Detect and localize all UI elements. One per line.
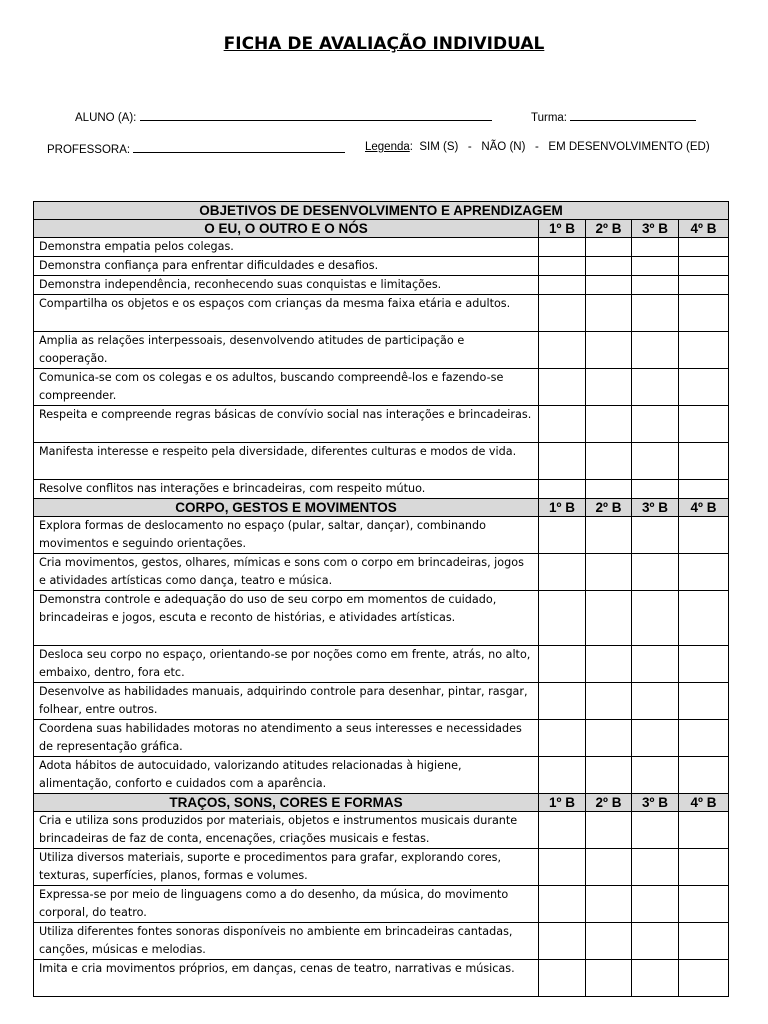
evaluation-cell[interactable] bbox=[679, 480, 729, 499]
evaluation-cell[interactable] bbox=[632, 332, 679, 369]
objective-text: Compartilha os objetos e os espaços com crianças da mesma faixa etária e adultos. bbox=[34, 295, 539, 332]
evaluation-cell[interactable] bbox=[679, 683, 729, 720]
section-title: TRAÇOS, SONS, CORES E FORMAS bbox=[34, 794, 539, 812]
evaluation-cell[interactable] bbox=[632, 443, 679, 480]
bimester-header: 3º B bbox=[632, 794, 679, 812]
objective-row bbox=[34, 480, 729, 499]
evaluation-cell[interactable] bbox=[679, 591, 729, 646]
evaluation-cell[interactable] bbox=[679, 257, 729, 276]
evaluation-cell[interactable] bbox=[586, 406, 632, 443]
evaluation-cell[interactable] bbox=[539, 406, 586, 443]
evaluation-cell[interactable] bbox=[586, 886, 632, 923]
evaluation-cell[interactable] bbox=[586, 923, 632, 960]
evaluation-cell[interactable] bbox=[539, 257, 586, 276]
evaluation-cell[interactable] bbox=[632, 960, 679, 997]
evaluation-cell[interactable] bbox=[586, 960, 632, 997]
objective-text: Demonstra confiança para enfrentar dificuldades e desafios. bbox=[34, 257, 539, 276]
objective-text: Adota hábitos de autocuidado, valorizando atitudes relacionadas à higiene, alimentação, conforto e cuidados com a aparência. bbox=[34, 757, 539, 794]
section-title: CORPO, GESTOS E MOVIMENTOS bbox=[34, 499, 539, 517]
evaluation-cell[interactable] bbox=[539, 960, 586, 997]
bimester-header: 3º B bbox=[632, 220, 679, 238]
evaluation-cell[interactable] bbox=[679, 554, 729, 591]
evaluation-cell[interactable] bbox=[679, 238, 729, 257]
objective-row bbox=[34, 683, 729, 720]
objective-text: Utiliza diversos materiais, suporte e procedimentos para grafar, explorando cores, texturas, superfícies, planos, formas e volumes. bbox=[34, 849, 539, 886]
objective-text: Explora formas de deslocamento no espaço (pular, saltar, dançar), combinando movimentos e seguindo orientações. bbox=[34, 517, 539, 554]
main-header-row bbox=[34, 202, 729, 220]
bimester-header: 4º B bbox=[679, 499, 729, 517]
evaluation-cell[interactable] bbox=[539, 720, 586, 757]
evaluation-cell[interactable] bbox=[632, 646, 679, 683]
objective-text: Manifesta interesse e respeito pela diversidade, diferentes culturas e modos de vida. bbox=[34, 443, 539, 480]
evaluation-cell[interactable] bbox=[679, 757, 729, 794]
evaluation-cell[interactable] bbox=[586, 295, 632, 332]
evaluation-cell[interactable] bbox=[632, 406, 679, 443]
evaluation-cell[interactable] bbox=[586, 591, 632, 646]
objective-row bbox=[34, 886, 729, 923]
bimester-header: 2º B bbox=[586, 499, 632, 517]
evaluation-cell[interactable] bbox=[679, 443, 729, 480]
objective-text: Demonstra controle e adequação do uso de seu corpo em momentos de cuidado, brincadeiras e jogos, escuta e reconto de histórias, e atividades artísticas. bbox=[34, 591, 539, 646]
evaluation-cell[interactable] bbox=[539, 332, 586, 369]
legend-label: Legenda bbox=[365, 141, 410, 153]
legend bbox=[365, 141, 710, 153]
section-header-row bbox=[34, 499, 729, 517]
objective-text: Coordena suas habilidades motoras no atendimento a seus interesses e necessidades de representação gráfica. bbox=[34, 720, 539, 757]
objective-row bbox=[34, 554, 729, 591]
bimester-header: 4º B bbox=[679, 794, 729, 812]
evaluation-cell[interactable] bbox=[586, 332, 632, 369]
evaluation-cell[interactable] bbox=[586, 238, 632, 257]
objective-row bbox=[34, 406, 729, 443]
evaluation-cell[interactable] bbox=[539, 646, 586, 683]
evaluation-cell[interactable] bbox=[586, 480, 632, 499]
evaluation-cell[interactable] bbox=[539, 480, 586, 499]
evaluation-cell[interactable] bbox=[586, 683, 632, 720]
objective-row bbox=[34, 646, 729, 683]
evaluation-cell[interactable] bbox=[539, 683, 586, 720]
evaluation-cell[interactable] bbox=[679, 812, 729, 849]
evaluation-cell[interactable] bbox=[632, 369, 679, 406]
objective-text: Cria e utiliza sons produzidos por materiais, objetos e instrumentos musicais durante brincadeiras de faz de conta, encenações, criações musicais e festas. bbox=[34, 812, 539, 849]
evaluation-cell[interactable] bbox=[632, 849, 679, 886]
evaluation-cell[interactable] bbox=[632, 812, 679, 849]
objective-row bbox=[34, 369, 729, 406]
evaluation-cell[interactable] bbox=[632, 480, 679, 499]
evaluation-cell[interactable] bbox=[632, 554, 679, 591]
bimester-header: 1º B bbox=[539, 499, 586, 517]
bimester-header: 2º B bbox=[586, 794, 632, 812]
objective-text: Demonstra independência, reconhecendo suas conquistas e limitações. bbox=[34, 276, 539, 295]
evaluation-cell[interactable] bbox=[539, 369, 586, 406]
evaluation-cell[interactable] bbox=[632, 591, 679, 646]
evaluation-cell[interactable] bbox=[586, 276, 632, 295]
evaluation-cell[interactable] bbox=[539, 554, 586, 591]
objective-text: Amplia as relações interpessoais, desenvolvendo atitudes de participação e cooperação. bbox=[34, 332, 539, 369]
objective-text: Utiliza diferentes fontes sonoras disponíveis no ambiente em brincadeiras cantadas, canções, músicas e melodias. bbox=[34, 923, 539, 960]
evaluation-cell[interactable] bbox=[539, 295, 586, 332]
evaluation-cell[interactable] bbox=[586, 257, 632, 276]
evaluation-cell[interactable] bbox=[679, 646, 729, 683]
evaluation-cell[interactable] bbox=[539, 849, 586, 886]
objective-row bbox=[34, 849, 729, 886]
section-header-row bbox=[34, 220, 729, 238]
evaluation-cell[interactable] bbox=[632, 295, 679, 332]
evaluation-cell[interactable] bbox=[586, 720, 632, 757]
evaluation-cell[interactable] bbox=[632, 923, 679, 960]
evaluation-cell[interactable] bbox=[539, 923, 586, 960]
objective-row bbox=[34, 295, 729, 332]
objective-text: Comunica-se com os colegas e os adultos, buscando compreendê-los e fazendo-se compreender. bbox=[34, 369, 539, 406]
bimester-header: 1º B bbox=[539, 220, 586, 238]
evaluation-cell[interactable] bbox=[586, 554, 632, 591]
aluno-line[interactable] bbox=[140, 109, 492, 121]
professora-line[interactable] bbox=[133, 141, 345, 153]
objective-text: Desloca seu corpo no espaço, orientando-se por noções como em frente, atrás, no alto, embaixo, dentro, fora etc. bbox=[34, 646, 539, 683]
evaluation-cell[interactable] bbox=[539, 886, 586, 923]
evaluation-cell[interactable] bbox=[586, 646, 632, 683]
objective-row bbox=[34, 960, 729, 997]
evaluation-cell[interactable] bbox=[679, 517, 729, 554]
objective-text: Expressa-se por meio de linguagens como a do desenho, da música, do movimento corporal, do teatro. bbox=[34, 886, 539, 923]
objective-row bbox=[34, 276, 729, 295]
legend-text: : SIM (S) - NÃO (N) - EM DESENVOLVIMENTO (ED) bbox=[409, 141, 710, 153]
evaluation-cell[interactable] bbox=[586, 443, 632, 480]
evaluation-cell[interactable] bbox=[632, 720, 679, 757]
objective-text: Cria movimentos, gestos, olhares, mímicas e sons com o corpo em brincadeiras, jogos e atividades artísticas como dança, teatro e música. bbox=[34, 554, 539, 591]
objective-text: Demonstra empatia pelos colegas. bbox=[34, 238, 539, 257]
objective-row bbox=[34, 443, 729, 480]
objective-row bbox=[34, 332, 729, 369]
page-title: FICHA DE AVALIAÇÃO INDIVIDUAL bbox=[223, 34, 545, 54]
section-header-row bbox=[34, 794, 729, 812]
objective-text: Resolve conflitos nas interações e brincadeiras, com respeito mútuo. bbox=[34, 480, 539, 499]
objective-text: Respeita e compreende regras básicas de convívio social nas interações e brincadeiras. bbox=[34, 406, 539, 443]
evaluation-table bbox=[33, 201, 729, 997]
evaluation-cell[interactable] bbox=[632, 683, 679, 720]
objective-row bbox=[34, 812, 729, 849]
objective-row bbox=[34, 257, 729, 276]
objective-row bbox=[34, 517, 729, 554]
evaluation-cell[interactable] bbox=[586, 369, 632, 406]
main-header: OBJETIVOS DE DESENVOLVIMENTO E APRENDIZAGEM bbox=[34, 202, 729, 220]
evaluation-cell[interactable] bbox=[679, 406, 729, 443]
evaluation-cell[interactable] bbox=[586, 517, 632, 554]
evaluation-cell[interactable] bbox=[539, 238, 586, 257]
bimester-header: 2º B bbox=[586, 220, 632, 238]
objective-row bbox=[34, 720, 729, 757]
evaluation-cell[interactable] bbox=[632, 757, 679, 794]
section-title: O EU, O OUTRO E O NÓS bbox=[34, 220, 539, 238]
evaluation-cell[interactable] bbox=[632, 276, 679, 295]
aluno-label: ALUNO (A): bbox=[75, 112, 137, 124]
objective-text: Imita e cria movimentos próprios, em danças, cenas de teatro, narrativas e músicas. bbox=[34, 960, 539, 997]
evaluation-cell[interactable] bbox=[539, 812, 586, 849]
professora-label: PROFESSORA: bbox=[47, 144, 131, 156]
evaluation-cell[interactable] bbox=[539, 757, 586, 794]
evaluation-cell[interactable] bbox=[679, 923, 729, 960]
evaluation-cell[interactable] bbox=[539, 276, 586, 295]
evaluation-cell[interactable] bbox=[679, 720, 729, 757]
evaluation-cell[interactable] bbox=[586, 757, 632, 794]
turma-field[interactable] bbox=[531, 109, 696, 124]
professora-field[interactable] bbox=[47, 141, 345, 156]
aluno-field[interactable] bbox=[75, 109, 492, 124]
evaluation-cell[interactable] bbox=[679, 295, 729, 332]
objective-text: Desenvolve as habilidades manuais, adquirindo controle para desenhar, pintar, rasgar, folhear, entre outros. bbox=[34, 683, 539, 720]
evaluation-cell[interactable] bbox=[679, 849, 729, 886]
evaluation-cell[interactable] bbox=[679, 369, 729, 406]
turma-line[interactable] bbox=[570, 109, 696, 121]
turma-label: Turma: bbox=[531, 112, 567, 124]
evaluation-cell[interactable] bbox=[632, 517, 679, 554]
evaluation-cell[interactable] bbox=[632, 886, 679, 923]
evaluation-cell[interactable] bbox=[679, 332, 729, 369]
evaluation-cell[interactable] bbox=[539, 591, 586, 646]
evaluation-cell[interactable] bbox=[679, 886, 729, 923]
bimester-header: 4º B bbox=[679, 220, 729, 238]
evaluation-cell[interactable] bbox=[679, 276, 729, 295]
bimester-header: 3º B bbox=[632, 499, 679, 517]
evaluation-cell[interactable] bbox=[679, 960, 729, 997]
objective-row bbox=[34, 591, 729, 646]
bimester-header: 1º B bbox=[539, 794, 586, 812]
objective-row bbox=[34, 923, 729, 960]
evaluation-cell[interactable] bbox=[586, 849, 632, 886]
evaluation-cell[interactable] bbox=[632, 238, 679, 257]
evaluation-cell[interactable] bbox=[586, 812, 632, 849]
objective-row bbox=[34, 757, 729, 794]
objective-row bbox=[34, 238, 729, 257]
evaluation-cell[interactable] bbox=[539, 443, 586, 480]
evaluation-cell[interactable] bbox=[632, 257, 679, 276]
evaluation-cell[interactable] bbox=[539, 517, 586, 554]
